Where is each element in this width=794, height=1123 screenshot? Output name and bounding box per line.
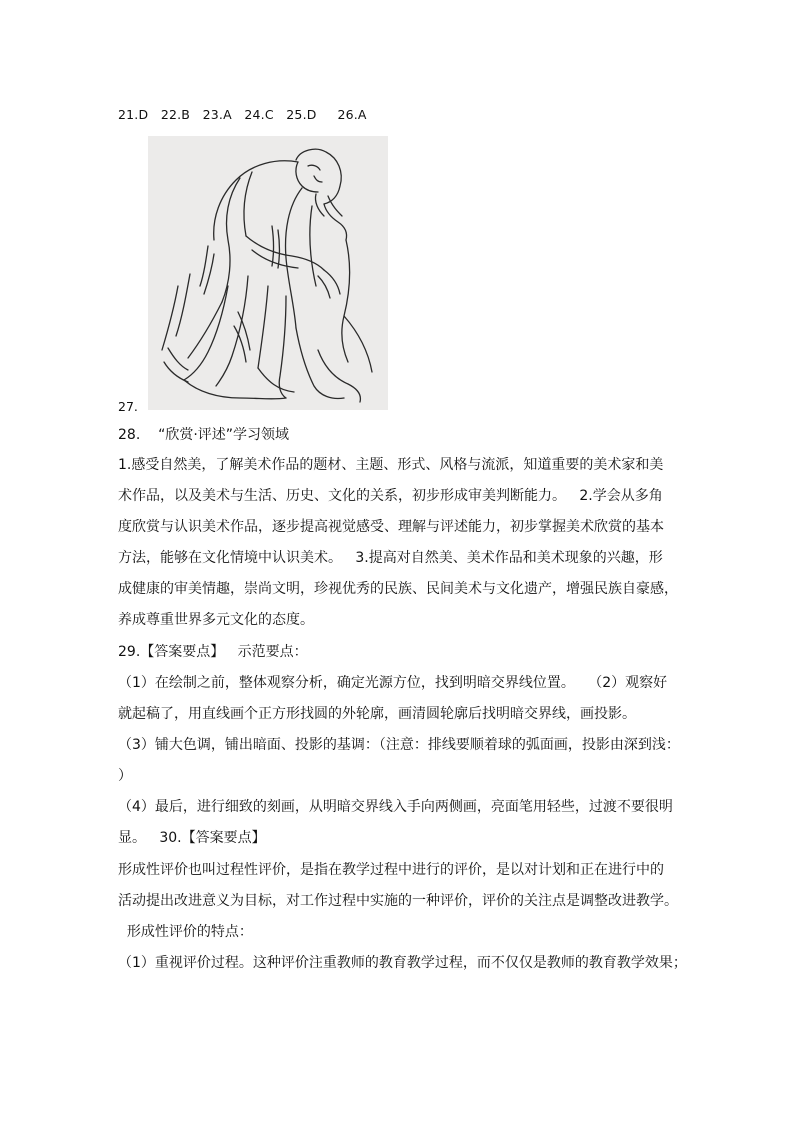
q28-body-line-5: 成健康的审美情趣，崇尚文明，珍视优秀的民族、民间美术与文化遗产，增强民族自豪感， (118, 581, 678, 597)
q30-body-line-2: 活动提出改进意义为目标，对工作过程中实施的一种评价，评价的关注点是调整改进教学。 (118, 893, 678, 909)
q28-body-line-1: 1.感受自然美，了解美术作品的题材、主题、形式、风格与流派，知道重要的美术家和美 (118, 457, 664, 473)
question-27-label: 27. (118, 399, 138, 414)
q28-body-line-3: 度欣赏与认识美术作品，逐步提高视觉感受、理解与评述能力，初步掌握美术欣赏的基本 (118, 519, 664, 535)
q29-step-3: （3）铺大色调，铺出暗面、投影的基调：（注意：排线要顺着球的弧面画，投影由深到浅： (118, 737, 680, 753)
q30-subheading: 形成性评价的特点： (118, 924, 253, 940)
q28-body-line-4: 方法，能够在文化情境中认识美术。 3.提高对自然美、美术作品和美术现象的兴趣，形 (118, 550, 663, 566)
q30-body-line-1: 形成性评价也叫过程性评价，是指在教学过程中进行的评价，是以对计划和正在进行中的 (118, 862, 664, 878)
q29-step-2: 就起稿了，用直线画个正方形找圆的外轮廓，画清圆轮廓后找明暗交界线，画投影。 (118, 706, 636, 722)
q28-body-line-2: 术作品，以及美术与生活、历史、文化的关系，初步形成审美判断能力。 2.学会从多角 (118, 488, 663, 504)
q29-step-3-cont: ） (118, 768, 132, 784)
q30-feature-1: （1）重视评价过程。这种评价注重教师的教育教学过程，而不仅仅是教师的教育教学效果； (118, 955, 687, 971)
q29-heading: 29.【答案要点】 示范要点： (118, 644, 308, 660)
q28-heading: 28. “欣赏·评述”学习领域 (118, 427, 290, 443)
q29-step-4: （4）最后，进行细致的刻画，从明暗交界线入手向两侧画，亮面笔用轻些，过渡不要很明 (118, 799, 673, 815)
figure-sketch-drawing (148, 136, 388, 410)
figure-sketch-image (148, 136, 388, 410)
q29-step-4-cont-q30-heading: 显。 30.【答案要点】 (118, 830, 266, 846)
q29-step-1: （1）在绘制之前，整体观察分析，确定光源方位，找到明暗交界线位置。 （2）观察好 (118, 675, 668, 691)
answer-key-21-26: 21.D 22.B 23.A 24.C 25.D 26.A (118, 107, 367, 122)
q28-body-line-6: 养成尊重世界多元文化的态度。 (118, 612, 314, 628)
